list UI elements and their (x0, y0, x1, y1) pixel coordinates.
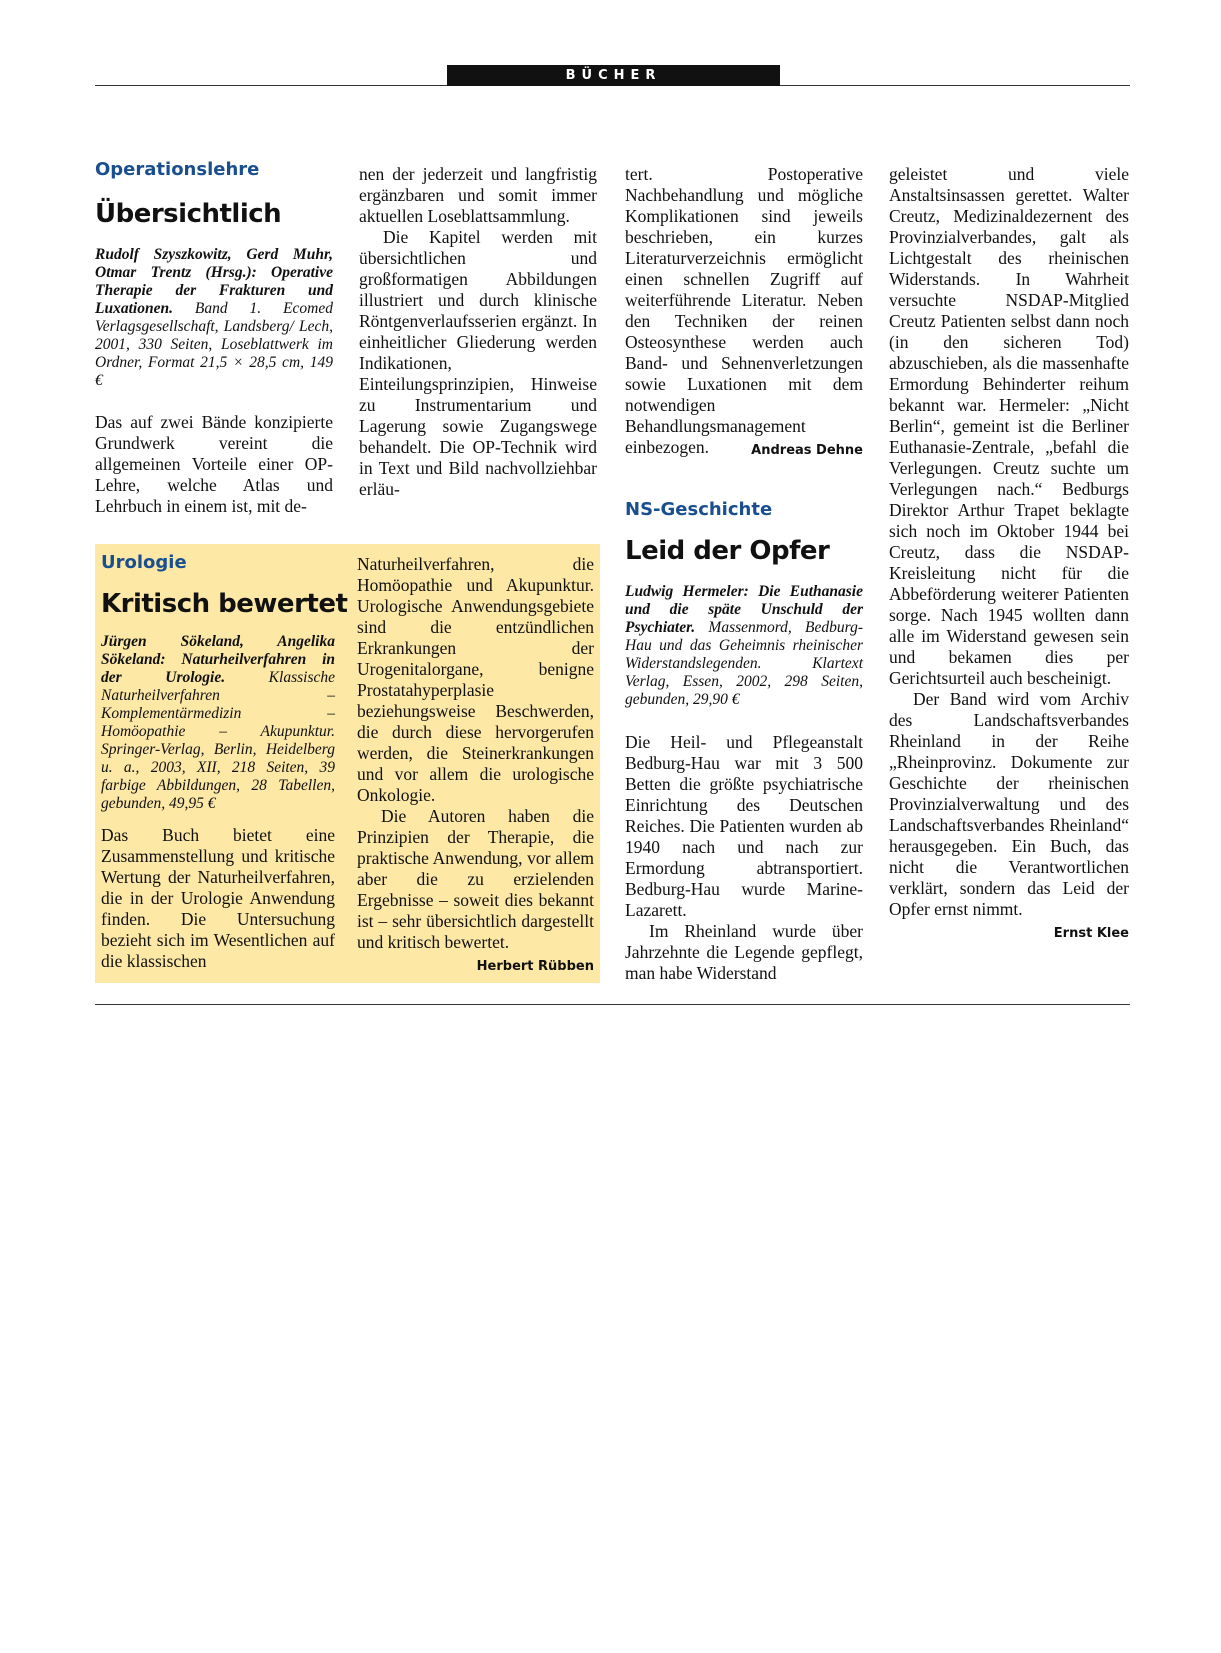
article2-paragraph (357, 806, 594, 974)
article1-column-1 (95, 246, 333, 517)
article1-paragraph: nen der jederzeit und langfristig ergänzbaren und somit immer aktuellen Loseblattsammlung. (359, 164, 597, 226)
article3-book-title: Ludwig Hermeler: Die Euthanasie und die späte Unschuld der Psychiater. (625, 583, 863, 636)
article3-headline: Leid der Opfer (625, 536, 830, 566)
article2-book-details: Klassische Naturheilverfahren – Komplementärmedizin – Homöopathie – Akupunktur. Springer-Verlag, Berlin, Heidelberg u. a., 2003, XII, 218 Seiten, 39 farbige Abbildungen, 28 Tabellen, gebunden, 49,95 € (101, 669, 335, 812)
article3-paragraph: Die Heil- und Pflegeanstalt Bedburg-Hau war mit 3 500 Betten die größte psychiatrische Einrichtung des Deutschen Reiches. Die Patienten wurden ab 1940 nach und nach zur Ermordung abtransportiert. Bedburg-Hau wurde Marine-Lazarett. (625, 732, 863, 920)
article3-column-2 (889, 164, 1129, 944)
article1-book-title: Rudolf Szyszkowitz, Gerd Muhr, Otmar Trentz (Hrsg.): Operative Therapie der Frakturen und Luxationen. (95, 246, 333, 317)
footer-rule (95, 1004, 1130, 1005)
article1-kicker: Operationslehre (95, 159, 260, 180)
article2-author: Herbert Rübben (476, 959, 594, 974)
article1-author: Andreas Dehne (751, 443, 863, 458)
article1-paragraph: Das auf zwei Bände konzipierte Grundwerk vereint die allgemeinen Vorteile einer OP-Lehre, welche Atlas und Lehrbuch in einem ist, mit de- (95, 412, 333, 516)
article2-book-title: Jürgen Sökeland, Angelika Sökeland: Naturheilverfahren in der Urologie. (101, 633, 335, 686)
article2-column-1 (101, 633, 335, 972)
article3-bibliography (625, 583, 863, 709)
article1-paragraph (625, 164, 863, 458)
article1-book-details: Band 1. Ecomed Verlagsgesellschaft, Landsberg/ Lech, 2001, 330 Seiten, Loseblattwerk im Ordner, Format 21,5 × 28,5 cm, 149 € (95, 300, 333, 389)
section-label: BÜCHER (447, 65, 780, 86)
article2-bibliography (101, 633, 335, 813)
article3-kicker: NS-Geschichte (625, 499, 773, 520)
article3-paragraph-text: Der Band wird vom Archiv des Landschaftsverbandes Rheinland in der Reihe „Rheinprovinz. Dokumente zur Geschichte der rheinischen Provinzialverwaltung und des Landschaftsverbandes Rheinland“ herausgegeben. Ein Buch, das nicht die Verantwortlichen verklärt, sondern das Leid der Opfer ernst nimmt. (889, 689, 1129, 919)
article1-paragraph-text: tert. Postoperative Nachbehandlung und mögliche Komplikationen sind jeweils beschrieben, ein kurzes Literaturverzeichnis ermöglicht einen schnellen Zugriff auf weiterführende Literatur. Neben den Techniken der reinen Osteosynthese werden auch Band- und Sehnenverletzungen sowie Luxationen mit dem notwendigen Behandlungsmanagement einbezogen. (625, 164, 863, 457)
article2-headline: Kritisch bewertet (101, 589, 348, 619)
article3-paragraph: Im Rheinland wurde über Jahrzehnte die Legende gepflegt, man habe Widerstand (625, 921, 863, 983)
article3-paragraph (889, 689, 1129, 941)
article1-column-3 (625, 164, 863, 461)
article2-column-2 (357, 554, 594, 977)
article1-headline: Übersichtlich (95, 199, 282, 229)
article2-paragraph: Naturheilverfahren, die Homöopathie und Akupunktur. Urologische Anwendungsgebiete sind die entzündlichen Erkrankungen der Urogenitalorgane, benigne Prostatahyperplasie beziehungsweise Beschwerden, die durch diese hervorgerufen werden, die Steinerkrankungen und vor allem die urologische Onkologie. (357, 554, 594, 805)
article3-column-1 (625, 583, 863, 984)
article2-paragraph-text: Die Autoren haben die Prinzipien der Therapie, die praktische Anwendung, vor allem aber die zu erzielenden Ergebnisse – soweit dies bekannt ist – sehr übersichtlich dargestellt und kritisch bewertet. (357, 806, 594, 952)
article3-book-details: Massenmord, Bedburg-Hau und das Geheimnis rheinischer Widerstandslegenden. Klartext Verlag, Essen, 2002, 298 Seiten, gebunden, 29,90 € (625, 619, 863, 708)
article3-paragraph: geleistet und viele Anstaltsinsassen gerettet. Walter Creutz, Medizinaldezernent des Provinzialverbandes, galt als Lichtgestalt des rheinischen Widerstands. In Wahrheit versuchte NSDAP-Mitglied Creutz Patienten selbst dann noch (in den sicheren Tod) abzuschieben, als die massenhafte Ermordung Behinderter reihum bekannt war. Hermeler: „Nicht Berlin“, gemeint ist die Berliner Euthanasie-Zentrale, „befahl die Verlegungen. Creutz suchte um Verlegungen nach.“ Bedburgs Direktor Arthur Trapet beklagte sich noch im Oktober 1944 bei Creutz, dass die NSDAP-Kreisleitung nicht für die Abbeförderung weiterer Patienten sorge. Nach 1945 wollten dann alle im Widerstand gewesen sein und bekamen dies per Gerichtsurteil auch bescheinigt. (889, 164, 1129, 688)
article1-bibliography (95, 246, 333, 390)
article2-paragraph: Das Buch bietet eine Zusammenstellung und kritische Wertung der Naturheilverfahren, die in der Urologie Anwendung finden. Die Untersuchung bezieht sich im Wesentlichen auf die klassischen (101, 825, 335, 971)
article3-author: Ernst Klee (1053, 926, 1129, 941)
article2-kicker: Urologie (101, 552, 187, 573)
article1-paragraph: Die Kapitel werden mit übersichtlichen und großformatigen Abbildungen illustriert und durch klinische Röntgenverlaufsserien ergänzt. In einheitlicher Gliederung werden Indikationen, Einteilungsprinzipien, Hinweise zu Instrumentarium und Lagerung sowie Zugangswege behandelt. Die OP-Technik wird in Text und Bild nachvollziehbar erläu- (359, 227, 597, 499)
article1-column-2 (359, 164, 597, 500)
